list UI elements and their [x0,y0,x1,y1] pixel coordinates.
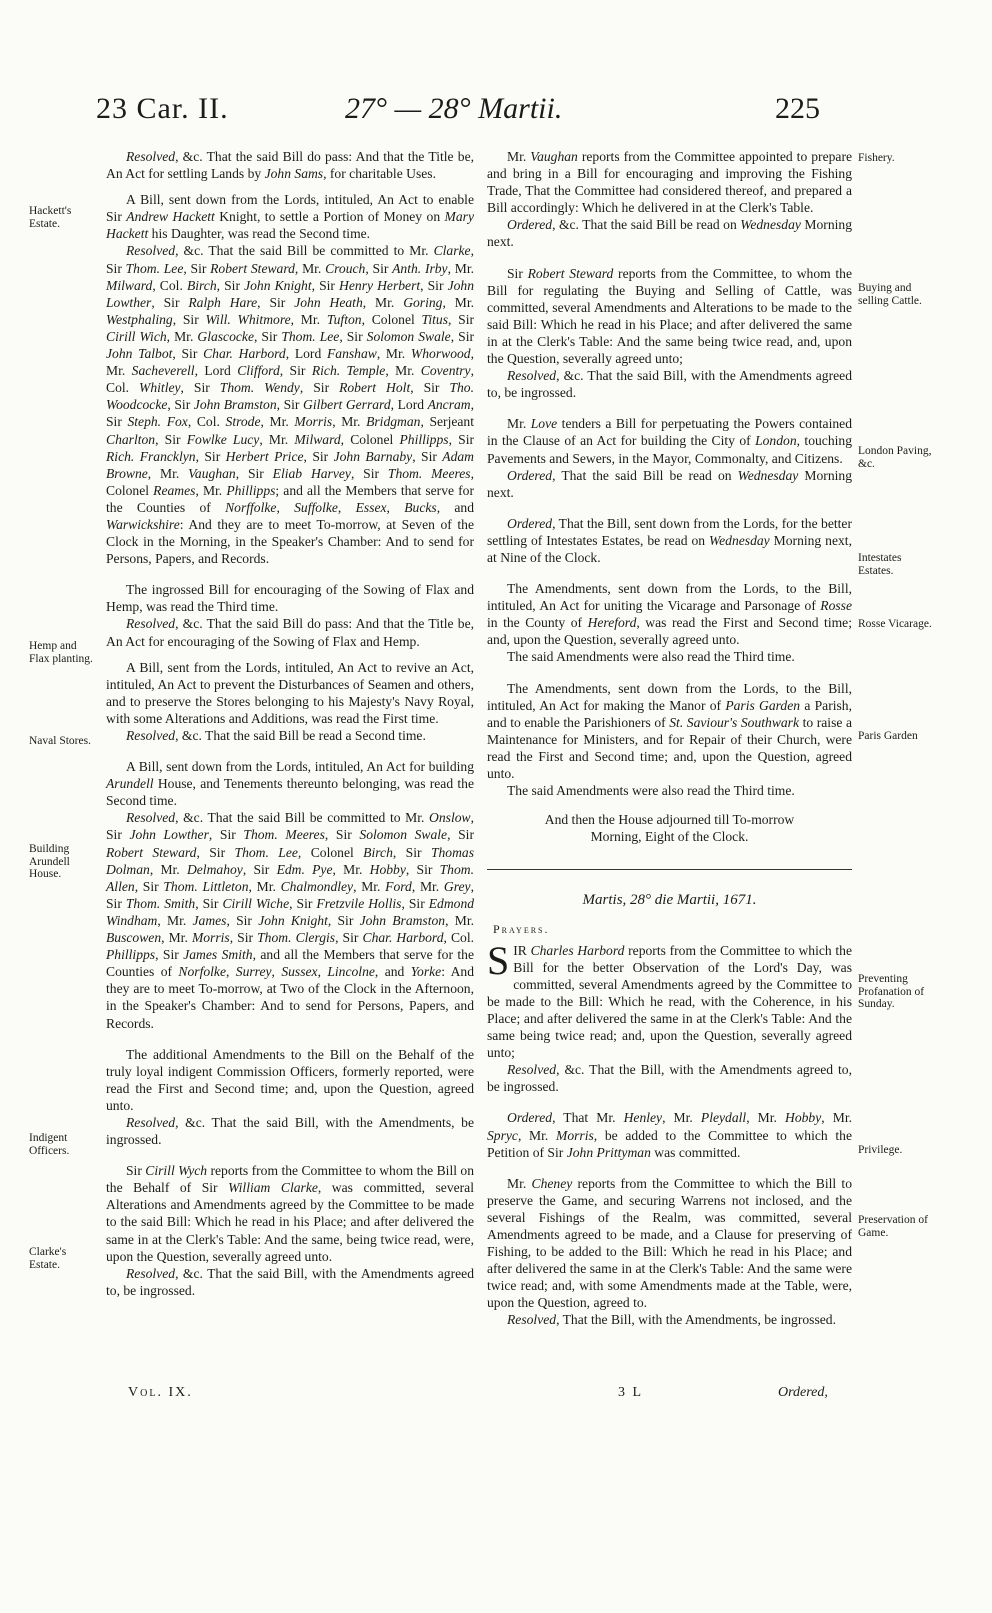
paragraph: Mr. Love tenders a Bill for perpetuating the Powers contained in the Clause of an Act for building the City of London, touching Pavements and Sewers, in the Mayor, Commonalty, and Citizens. [487,416,852,466]
paragraph: Mr. Vaughan reports from the Committee appointed to prepare and bring in a Bill for encouraging and improving the Fishing Trade, That the Committee had considered thereof, and prepared a Bill accordingly: Which he delivered in at the Clerk's Table. [487,149,853,216]
margin-note: Fishery. [858,152,895,164]
paragraph: The additional Amendments to the Bill on the Behalf of the truly loyal indigent Commission Officers, formerly reported, were read the First and Second time; and, upon the Question, agreed unto. [106,1046,474,1113]
margin-note: Rosse Vicarage. [858,618,932,630]
right-column [487,148,852,1329]
paragraph: The Amendments, sent down from the Lords, to the Bill, intituled, An Act for making the Manor of Paris Garden a Parish, and to enable the Parishioners of St. Saviour's Southwark to raise a Maintenance for Ministers, and for Repair of their Church, were read the First and Second time; and, upon the Question, agreed unto. [487,680,853,781]
paragraph: A Bill, sent from the Lords, intituled, An Act to revive an Act, intituled, An Act to prevent the Disturbances of Seamen and others, and to preserve the Stores belonging to his Majesty's Navy Royal, with some Alterations and Additions, was read the First time. [106,659,474,726]
margin-note: Intestates Estates. [858,552,902,577]
section-rule [487,869,852,870]
paragraph: Sir Robert Steward reports from the Committee, to whom the Bill for regulating the Buying and Selling of Cattle, was committed, several Amendments and Alterations to be made to the said Bill: Which he read in his Place; and after delivered the same in at the Clerk's Table: And the same being twice read, and, upon the Question, severally agreed unto; [487,265,853,367]
margin-note: Paris Garden [858,730,918,742]
paragraph: Mr. Cheney reports from the Committee to which the Bill to preserve the Game, and securing Warrens not inclosed, and the several Fishings of the Realm, was committed, several Amendments agreed to be made, and a Clause for preserving of Fishing, to be added to the Bill: Which he read in his Place; and after delivered the same in at the Clerk's Table: And the same were twice read; and, with some Amendments made at the Table, were, upon the Question, agreed to. [487,1175,852,1311]
paragraph: Resolved, &c. That the said Bill be committed to Mr. Clarke, Sir Thom. Lee, Sir Robert Steward, Mr. Crouch, Sir Anth. Irby, Mr. Milward, Col. Birch, Sir John Knight, Sir Henry Herbert, Sir John Lowther, Sir Ralph Hare, Sir John Heath, Mr. Goring, Mr. Westphaling, Sir Will. Whitmore, Mr. Tufton, Colonel Titus, Sir Cirill Wich, Mr. Glascocke, Sir Thom. Lee, Sir Solomon Swale, Sir John Talbot, Sir Char. Harbord, Lord Fanshaw, Mr. Whorwood, Mr. Sacheverell, Lord Clifford, Sir Rich. Temple, Mr. Coventry, Col. Whitley, Sir Thom. Wendy, Sir Robert Holt, Sir Tho. Woodcocke, Sir John Bramston, Sir Gilbert Gerrard, Lord Ancram, Sir Steph. Fox, Col. Strode, Mr. Morris, Mr. Bridgman, Serjeant Charlton, Sir Fowlke Lucy, Mr. Milward, Colonel Phillipps, Sir Rich. Francklyn, Sir Herbert Price, Sir John Barnaby, Sir Adam Browne, Mr. Vaughan, Sir Eliab Harvey, Sir Thom. Meeres, Colonel Reames, Mr. Phillipps; and all the Members that serve for the Counties of Norffolke, Suffolke, Essex, Bucks, and Warwickshire: And they are to meet To-morrow, at Seven of the Clock in the Morning, in the Speaker's Chamber: And to send for Persons, Papers, and Records. [106,243,475,567]
paragraph: The ingrossed Bill for encouraging of the Sowing of Flax and Hemp, was read the Third time. [106,582,474,615]
paragraph: Ordered, That the Bill, sent down from the Lords, for the better settling of Intestates Estates, be read on Wednesday Morning next, at Nine of the Clock. [487,515,852,565]
adjournment: And then the House adjourned till To-morrow Morning, Eight of the Clock. [544,812,795,845]
paragraph: Resolved, &c. That the Bill, with the Amendments agreed to, be ingrossed. [487,1062,852,1095]
margin-note: Preservation of Game. [858,1214,928,1239]
drop-cap: S [487,937,510,983]
paragraph: Ordered, That Mr. Henley, Mr. Pleydall, Mr. Hobby, Mr. Spryc, Mr. Morris, be added to the Committee to which the Petition of Sir John Prittyman was committed. [487,1110,852,1160]
regnal-year: 23 Car. II. [96,92,229,125]
paragraph: Resolved, &c. That the said Bill be committed to Mr. Onslow, Sir John Lowther, Sir Thom. Meeres, Sir Solomon Swale, Sir Robert Steward, Sir Thom. Lee, Colonel Birch, Sir Thomas Dolman, Mr. Delmahoy, Sir Edm. Pye, Mr. Hobby, Sir Thom. Allen, Sir Thom. Littleton, Mr. Chalmondley, Mr. Ford, Mr. Grey, Sir Thom. Smith, Sir Cirill Wiche, Sir Fretzvile Hollis, Sir Edmond Windham, Mr. James, Sir John Knight, Sir John Bramston, Mr. Buscowen, Mr. Morris, Sir Thom. Clergis, Sir Char. Harbord, Col. Phillipps, Sir James Smith, and all the Members that serve for the Counties of Norfolke, Surrey, Sussex, Lincolne, and Yorke: And they are to meet To-morrow, at Two of the Clock in the Afternoon, in the Speaker's Chamber: And to send for Persons, Papers, and Records. [106,810,475,1031]
paragraph: Resolved, &c. That the said Bill, with the Amendments agreed to, be ingrossed. [106,1265,474,1298]
margin-note: Clarke's Estate. [29,1246,67,1271]
header-dates: 27° — 28° Martii. [345,92,563,125]
paragraph: Resolved, &c. That the said Bill do pass: And that the Title be, An Act for encouraging of the Sowing of Flax and Hemp. [106,616,474,649]
margin-note: London Paving, &c. [858,445,932,470]
margin-note: Preventing Profanation of Sunday. [858,973,925,1010]
margin-note: Hackett's Estate. [29,205,72,230]
volume-mark: Vol. IX. [128,1385,193,1400]
prayers-heading: Prayers. [493,922,550,937]
paragraph: Resolved, That the Bill, with the Amendments, be ingrossed. [507,1312,836,1328]
left-column [106,148,474,1299]
paragraph: A Bill, sent down from the Lords, intituled, An Act to enable Sir Andrew Hackett Knight, to settle a Portion of Money on Mary Hackett his Daughter, was read the Second time. [106,192,474,242]
catchword: Ordered, [778,1385,828,1400]
paragraph: The said Amendments were also read the Third time. [507,649,795,665]
paragraph: Resolved, &c. That the said Bill be read a Second time. [126,728,426,743]
paragraph: Resolved, &c. That the said Bill, with the Amendments, be ingrossed. [106,1114,474,1148]
margin-note: Building Arundell House. [29,843,70,880]
margin-note: Indigent Officers. [29,1132,70,1157]
signature-mark: 3 L [618,1385,644,1400]
paragraph: Resolved, &c. That the said Bill, with the Amendments agreed to, be ingrossed. [487,368,852,401]
paragraph: Ordered, That the said Bill be read on Wednesday Morning next. [487,467,852,500]
page-number: 225 [775,92,820,125]
paragraph: The Amendments, sent down from the Lords, to the Bill, intituled, An Act for uniting the Vicarage and Parsonage of Rosse in the County of Hereford, was read the First and Second time; and, upon the Question, severally agreed unto. [487,581,852,648]
paragraph: A Bill, sent down from the Lords, intituled, An Act for building Arundell House, and Tenements thereunto belonging, was read the Second time. [106,759,474,809]
paragraph: Ordered, &c. That the said Bill be read on Wednesday Morning next. [487,217,852,250]
paragraph: Resolved, &c. That the said Bill do pass: And that the Title be, An Act for settling Lands by John Sams, for charitable Uses. [106,149,474,182]
running-header [0,92,992,132]
margin-note: Naval Stores. [29,735,91,747]
margin-note: Hemp and Flax planting. [29,640,93,665]
paragraph: SIR Charles Harbord reports from the Committee to which the Bill for the better Observation of the Lord's Day, was committed, several Amendments agreed by the Committee to be made to the Bill: Which he read, with the Coherence, in his Place; and after delivered the same in at the Clerk's Table: And the same being twice read; and, upon the Question, severally agreed unto; [487,937,853,1061]
margin-note: Buying and selling Cattle. [858,282,922,307]
paragraph: Sir Cirill Wych reports from the Committee to whom the Bill on the Behalf of Sir William Clarke, was committed, several Alterations and Amendments agreed by the Committee to be made to the said Bill: Which he read in his Place; and after delivered the same in at the Clerk's Table: And the same, being twice read, were, upon the Question, severally agreed unto. [106,1163,475,1264]
paragraph: The said Amendments were also read the Third time. [507,783,795,799]
day-heading: Martis, 28° die Martii, 1671. [582,892,757,909]
margin-note: Privilege. [858,1144,903,1156]
